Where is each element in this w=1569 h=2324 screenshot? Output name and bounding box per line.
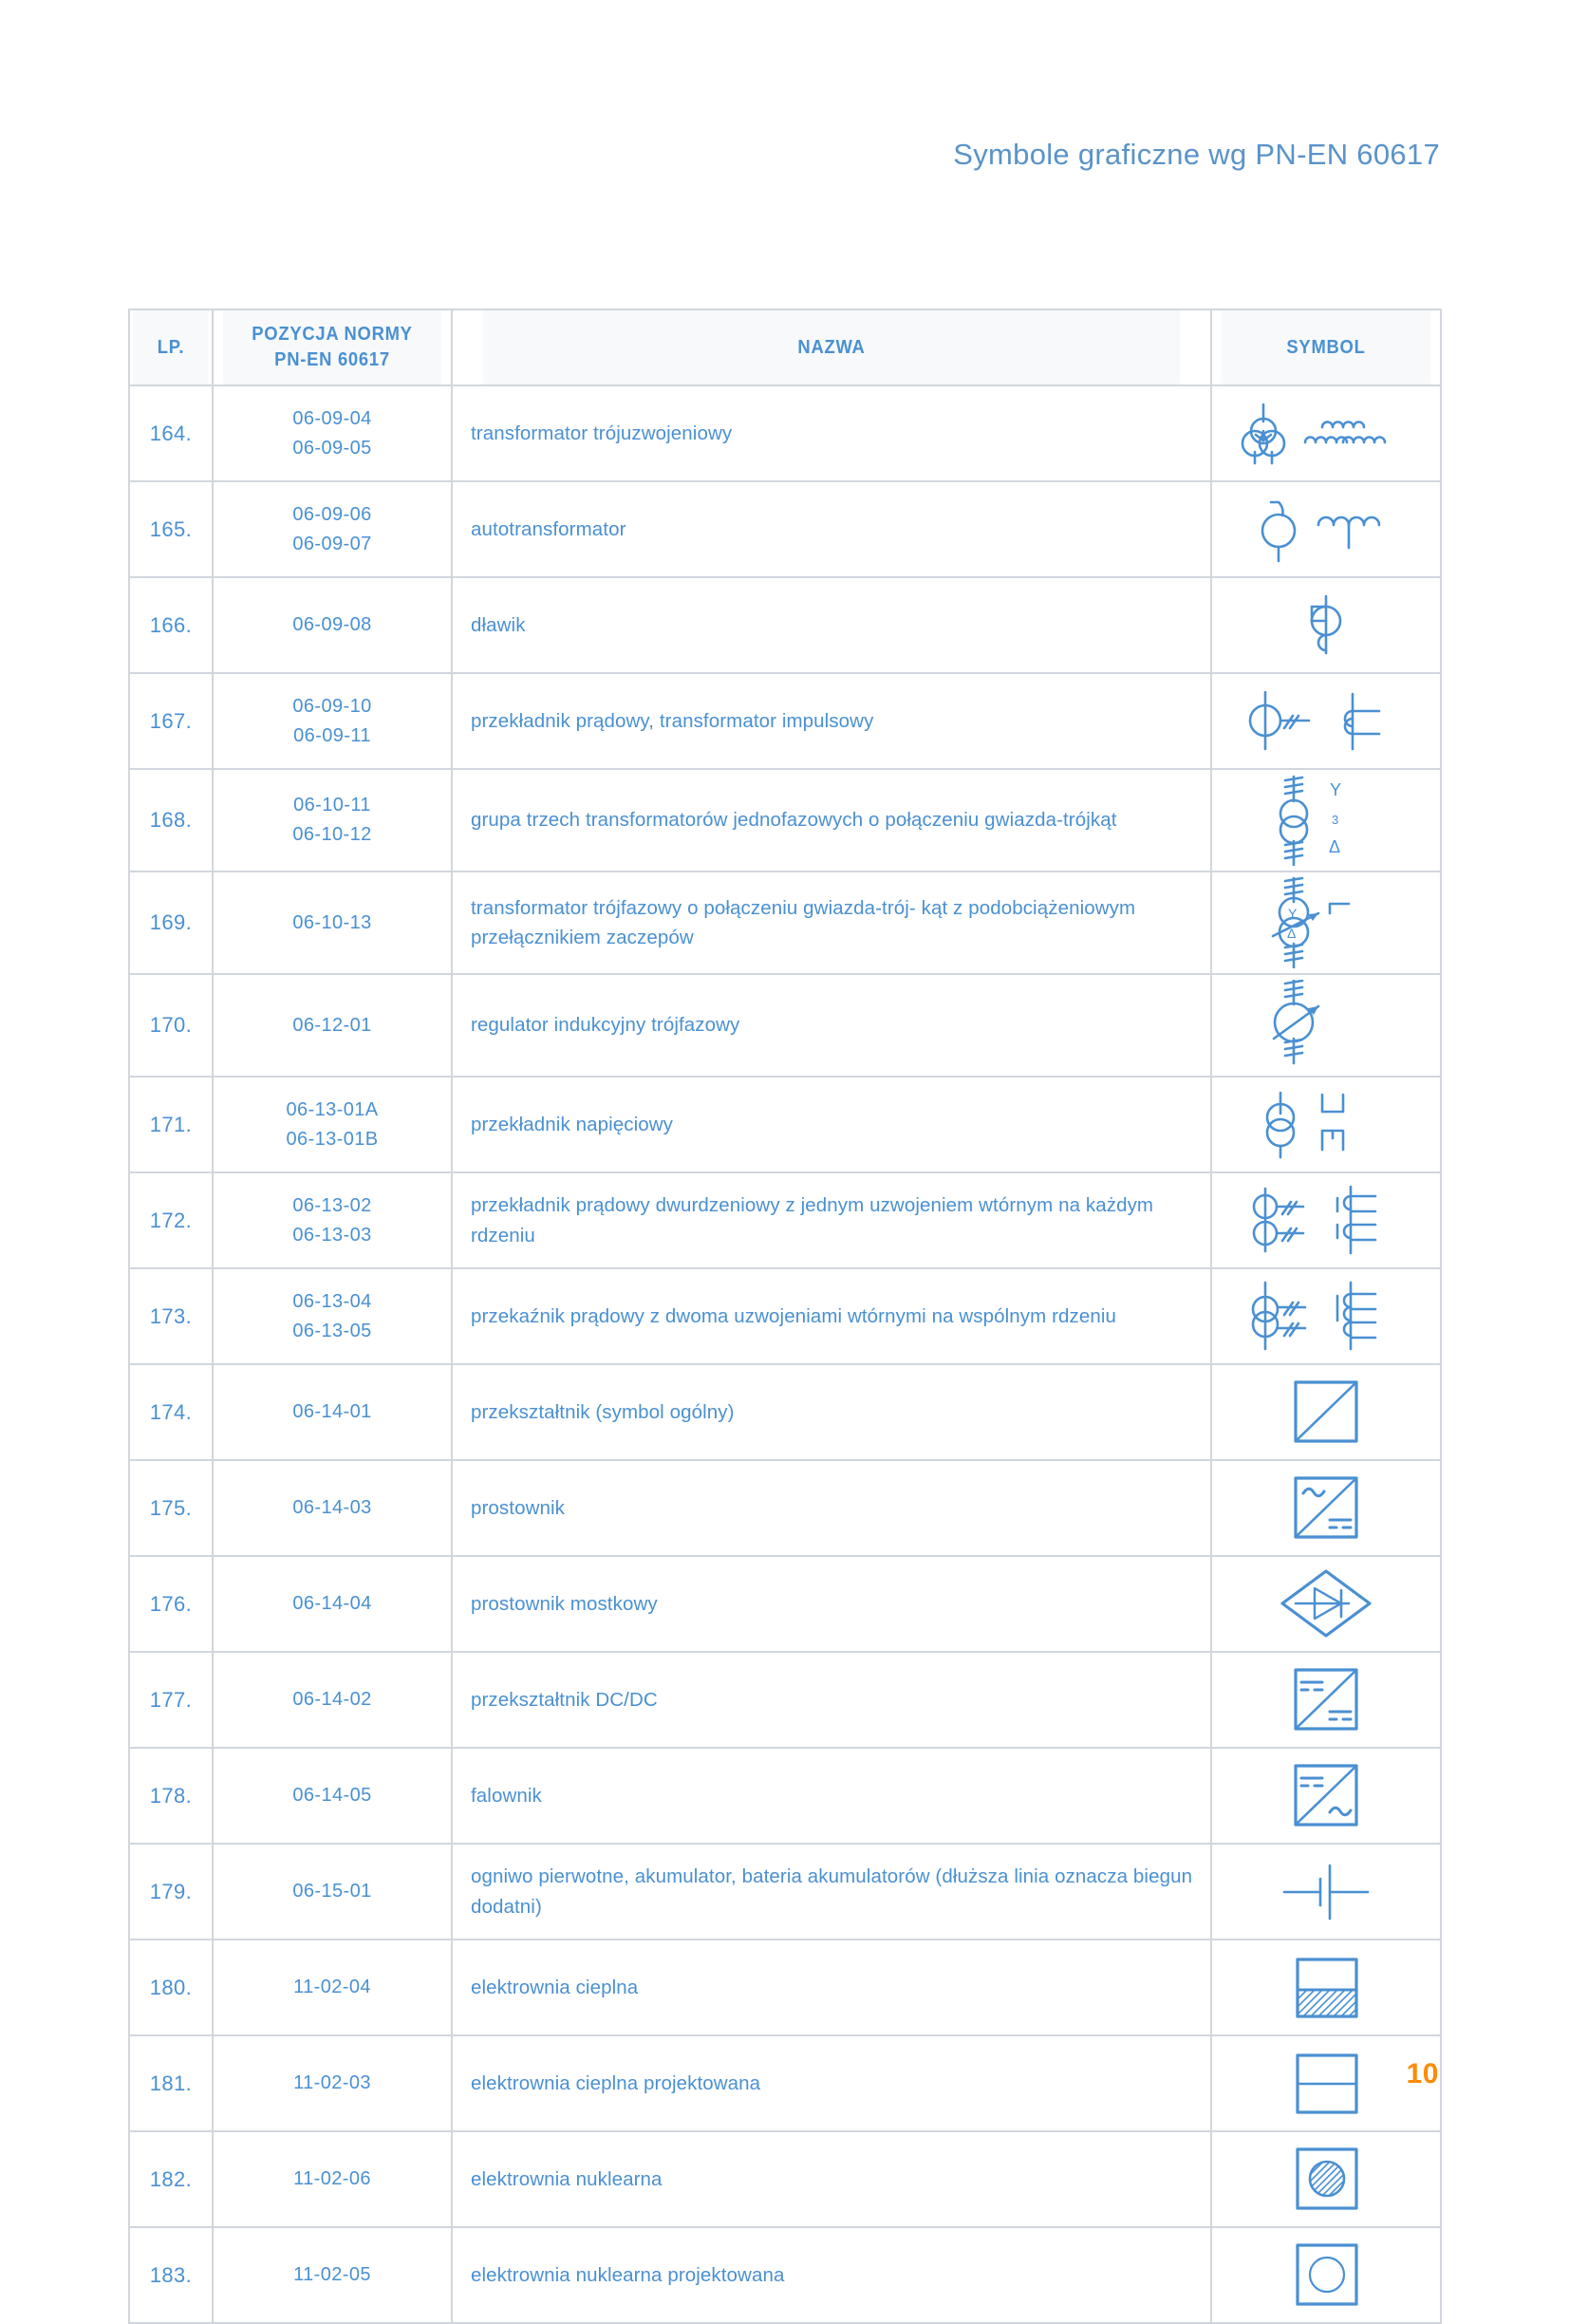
pozycja-code: 06-10-13 xyxy=(292,911,372,933)
table-row xyxy=(129,872,1441,974)
column-header-pozycja-line2: PN-EN 60617 xyxy=(274,349,390,370)
table-row xyxy=(129,2131,1441,2227)
bridge-rectifier-symbol xyxy=(1231,1596,1421,1612)
svg-text:3: 3 xyxy=(1332,813,1339,827)
table-row xyxy=(129,1364,1441,1460)
cell-symbol xyxy=(1211,1460,1441,1556)
pozycja-code: 06-14-05 xyxy=(292,1785,372,1806)
cell-symbol xyxy=(1211,974,1441,1077)
cell-pozycja-normy xyxy=(213,481,452,577)
cell-pozycja-normy xyxy=(213,1460,452,1556)
cell-symbol xyxy=(1211,1077,1441,1172)
table-header-row xyxy=(129,309,1441,385)
pozycja-code: 11-02-03 xyxy=(293,2072,371,2093)
cell-lp: 179. xyxy=(129,1844,213,1940)
three-single-phase-transformers-star-delta-symbol xyxy=(1231,780,1421,856)
pozycja-code: 06-09-11 xyxy=(293,724,371,746)
two-core-current-transformer-symbol xyxy=(1231,1212,1421,1228)
column-header-symbol xyxy=(1221,309,1432,385)
cell-pozycja-normy xyxy=(213,1172,452,1268)
cell-pozycja-normy xyxy=(213,1556,452,1652)
pozycja-code: 06-13-05 xyxy=(292,1320,372,1341)
cell-lp: 164. xyxy=(129,385,213,481)
cell-pozycja-normy xyxy=(213,1077,452,1172)
pozycja-code: 06-15-01 xyxy=(292,1881,372,1902)
three-winding-transformer-symbol xyxy=(1231,425,1421,441)
pozycja-code: 06-09-04 xyxy=(292,407,372,429)
pozycja-code: 06-14-02 xyxy=(292,1689,372,1710)
pozycja-code: 06-13-01A xyxy=(286,1098,379,1120)
current-transformer-symbol xyxy=(1231,713,1421,729)
cell-symbol xyxy=(1211,385,1441,481)
cell-symbol xyxy=(1211,1748,1441,1844)
pozycja-code: 06-13-03 xyxy=(292,1224,372,1246)
table-row xyxy=(129,1172,1441,1268)
table-row xyxy=(129,481,1441,577)
pozycja-code: 06-10-12 xyxy=(292,824,372,845)
planned-thermal-power-plant-symbol xyxy=(1231,2075,1421,2091)
cell-nazwa: przekładnik prądowy, transformator impulsowy xyxy=(452,673,1211,769)
table-row xyxy=(129,1268,1441,1364)
table-row xyxy=(129,2227,1441,2323)
column-header-symbol-label: SYMBOL xyxy=(1286,336,1366,358)
cell-symbol xyxy=(1211,1172,1441,1268)
cell-lp: 178. xyxy=(129,1748,213,1844)
inductor-choke-symbol xyxy=(1231,617,1421,633)
cell-symbol xyxy=(1211,577,1441,673)
svg-text:Y: Y xyxy=(1288,906,1298,921)
cell-nazwa: dławik xyxy=(452,577,1211,673)
cell-symbol xyxy=(1211,1364,1441,1460)
voltage-transformer-symbol xyxy=(1231,1116,1421,1133)
cell-nazwa: przekształtnik DC/DC xyxy=(452,1652,1211,1748)
table-row xyxy=(129,1460,1441,1556)
rectifier-symbol xyxy=(1231,1500,1421,1516)
table-row xyxy=(129,673,1441,769)
cell-lp: 170. xyxy=(129,974,213,1077)
pozycja-code: 06-13-01B xyxy=(286,1128,379,1150)
table-row xyxy=(129,1556,1441,1652)
cell-lp: 175. xyxy=(129,1460,213,1556)
cell-nazwa: prostownik mostkowy xyxy=(452,1556,1211,1652)
page-number: 10 xyxy=(1406,2058,1439,2090)
cell-lp: 183. xyxy=(129,2227,213,2323)
pozycja-code: 06-14-03 xyxy=(292,1497,372,1518)
cell-lp: 176. xyxy=(129,1556,213,1652)
three-phase-transformer-star-delta-tap-changer-symbol xyxy=(1231,906,1421,941)
pozycja-code: 06-14-04 xyxy=(292,1593,372,1614)
cell-lp: 182. xyxy=(129,2131,213,2227)
cell-symbol xyxy=(1211,2131,1441,2227)
cell-nazwa: prostownik xyxy=(452,1460,1211,1556)
cell-pozycja-normy xyxy=(213,1364,452,1460)
current-transformer-two-secondary-windings-symbol xyxy=(1231,1308,1421,1324)
table-row xyxy=(129,1940,1441,2035)
cell-symbol xyxy=(1211,673,1441,769)
svg-text:Δ: Δ xyxy=(1287,926,1297,941)
cell-nazwa: przekładnik napięciowy xyxy=(452,1077,1211,1172)
cell-pozycja-normy xyxy=(213,1844,452,1940)
cell-symbol xyxy=(1211,872,1441,974)
column-header-nazwa xyxy=(482,309,1181,385)
cell-lp: 165. xyxy=(129,481,213,577)
cell-nazwa: ogniwo pierwotne, akumulator, bateria akumulatorów (dłuższa linia oznacza biegun dodatni) xyxy=(452,1844,1211,1940)
cell-pozycja-normy xyxy=(213,1748,452,1844)
cell-nazwa: transformator trójfazowy o połączeniu gwiazda-trój- kąt z podobciążeniowym przełącznikiem zaczepów xyxy=(452,872,1211,974)
table-row xyxy=(129,769,1441,872)
svg-text:Y: Y xyxy=(1330,780,1342,799)
table-row xyxy=(129,1748,1441,1844)
symbols-table xyxy=(128,309,1442,2324)
table-row xyxy=(129,1077,1441,1172)
table-row xyxy=(129,1652,1441,1748)
cell-symbol xyxy=(1211,1268,1441,1364)
three-phase-induction-regulator-symbol xyxy=(1231,1017,1421,1033)
battery-cell-symbol xyxy=(1231,1884,1421,1900)
cell-pozycja-normy xyxy=(213,2035,452,2131)
cell-lp: 174. xyxy=(129,1364,213,1460)
cell-pozycja-normy xyxy=(213,2227,452,2323)
pozycja-code: 06-09-06 xyxy=(292,503,372,525)
table-row xyxy=(129,577,1441,673)
cell-symbol xyxy=(1211,1652,1441,1748)
cell-nazwa: elektrownia nuklearna projektowana xyxy=(452,2227,1211,2323)
table-body xyxy=(129,385,1441,2323)
cell-pozycja-normy xyxy=(213,769,452,872)
pozycja-code: 06-09-08 xyxy=(292,614,372,635)
cell-lp: 172. xyxy=(129,1172,213,1268)
pozycja-code: 06-12-01 xyxy=(292,1014,372,1036)
cell-nazwa: falownik xyxy=(452,1748,1211,1844)
cell-lp: 177. xyxy=(129,1652,213,1748)
cell-pozycja-normy xyxy=(213,872,452,974)
cell-nazwa: grupa trzech transformatorów jednofazowych o połączeniu gwiazda-trójkąt xyxy=(452,769,1211,872)
cell-nazwa: elektrownia cieplna projektowana xyxy=(452,2035,1211,2131)
cell-nazwa: autotransformator xyxy=(452,481,1211,577)
cell-pozycja-normy xyxy=(213,385,452,481)
cell-nazwa: transformator trójuzwojeniowy xyxy=(452,385,1211,481)
cell-pozycja-normy xyxy=(213,673,452,769)
autotransformer-symbol xyxy=(1231,521,1421,537)
cell-nazwa: regulator indukcyjny trójfazowy xyxy=(452,974,1211,1077)
cell-nazwa: przekładnik prądowy dwurdzeniowy z jednym uzwojeniem wtórnym na każdym rdzeniu xyxy=(452,1172,1211,1268)
pozycja-code: 06-10-11 xyxy=(293,795,371,815)
cell-lp: 168. xyxy=(129,769,213,872)
cell-symbol xyxy=(1211,1556,1441,1652)
cell-nazwa: elektrownia nuklearna xyxy=(452,2131,1211,2227)
cell-pozycja-normy xyxy=(213,974,452,1077)
column-header-pozycja xyxy=(222,309,442,385)
cell-symbol xyxy=(1211,769,1441,872)
cell-lp: 171. xyxy=(129,1077,213,1172)
pozycja-code: 06-14-01 xyxy=(292,1401,372,1422)
thermal-power-plant-symbol xyxy=(1231,1979,1421,1996)
cell-lp: 167. xyxy=(129,673,213,769)
cell-nazwa: przekształtnik (symbol ogólny) xyxy=(452,1364,1211,1460)
cell-symbol xyxy=(1211,1940,1441,2035)
table-row xyxy=(129,385,1441,481)
table-row xyxy=(129,1844,1441,1940)
cell-nazwa: przekaźnik prądowy z dwoma uzwojeniami wtórnymi na wspólnym rdzeniu xyxy=(452,1268,1211,1364)
cell-pozycja-normy xyxy=(213,577,452,673)
column-header-pozycja-line1: POZYCJA NORMY xyxy=(252,324,413,345)
svg-text:Δ: Δ xyxy=(1329,837,1341,856)
pozycja-code: 11-02-04 xyxy=(293,1977,371,1997)
pozycja-code: 06-13-02 xyxy=(292,1194,372,1216)
cell-lp: 169. xyxy=(129,872,213,974)
column-header-lp xyxy=(133,309,210,385)
dc-dc-converter-symbol xyxy=(1231,1692,1421,1708)
column-header-nazwa-label: NAZWA xyxy=(797,336,866,358)
cell-lp: 166. xyxy=(129,577,213,673)
cell-symbol xyxy=(1211,2227,1441,2323)
cell-lp: 181. xyxy=(129,2035,213,2131)
pozycja-code: 06-09-10 xyxy=(292,695,372,717)
pozycja-code: 06-09-05 xyxy=(292,437,372,459)
cell-pozycja-normy xyxy=(213,1940,452,2035)
cell-pozycja-normy xyxy=(213,2131,452,2227)
column-header-lp-label: LP. xyxy=(157,336,185,358)
pozycja-code: 11-02-05 xyxy=(293,2264,371,2285)
cell-lp: 180. xyxy=(129,1940,213,2035)
inverter-symbol xyxy=(1231,1788,1421,1804)
nuclear-power-plant-symbol xyxy=(1231,2171,1421,2187)
cell-nazwa: elektrownia cieplna xyxy=(452,1940,1211,2035)
cell-lp: 173. xyxy=(129,1268,213,1364)
cell-pozycja-normy xyxy=(213,1268,452,1364)
table-row xyxy=(129,974,1441,1077)
pozycja-code: 06-09-07 xyxy=(292,533,372,554)
table-row xyxy=(129,2035,1441,2131)
cell-pozycja-normy xyxy=(213,1652,452,1748)
planned-nuclear-power-plant-symbol xyxy=(1231,2267,1421,2283)
cell-symbol xyxy=(1211,1844,1441,1940)
cell-symbol xyxy=(1211,481,1441,577)
converter-general-symbol xyxy=(1231,1404,1421,1420)
pozycja-code: 11-02-06 xyxy=(293,2168,371,2189)
pozycja-code: 06-13-04 xyxy=(292,1290,372,1312)
page-title: Symbole graficzne wg PN-EN 60617 xyxy=(953,138,1440,171)
